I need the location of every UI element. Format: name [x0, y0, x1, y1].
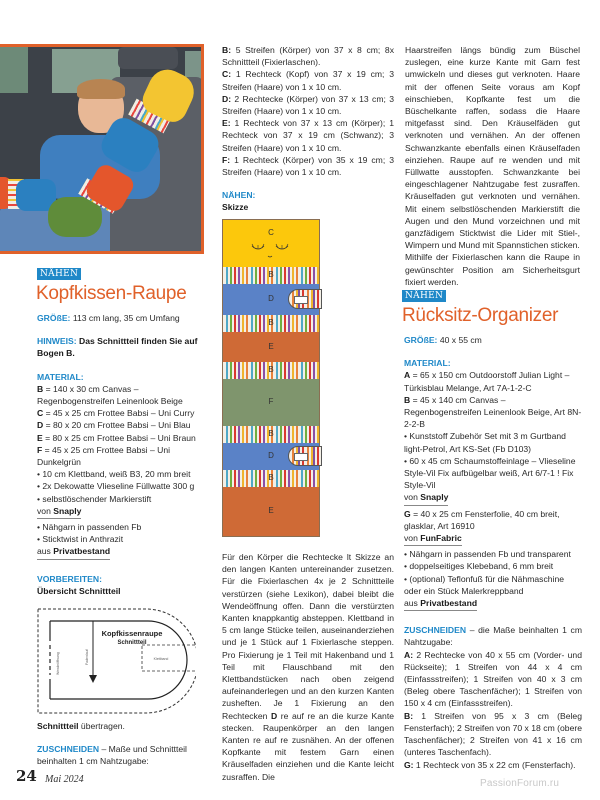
sketch-band-b: B — [223, 470, 319, 487]
material-bullet: • (optional) Teflonfuß für die Nähmaschine oder ein Stück Malerkreppband — [404, 573, 565, 596]
diagram-title: Kopfkissenraupe — [101, 629, 163, 638]
right-instructions — [405, 44, 580, 288]
diagram-velcro-label: Klettband — [153, 657, 169, 661]
sketch-band-b: B — [223, 315, 319, 332]
velcro-patch — [294, 296, 308, 304]
cut-intro: ZUSCHNEIDEN – Maße und Schnittteil beinhalten 1 cm Nahtzugabe: — [37, 744, 187, 767]
sketch-band-e: E — [223, 332, 319, 362]
diagram-subtitle: Schnittteil — [117, 640, 147, 646]
material-heading: MATERIAL: — [404, 358, 451, 369]
instruction-text-end: Mithilfe der Fixierlaschen kann die Raupe in gewünschter Position am Sicherheitsgurt fixiert werden. — [405, 252, 580, 287]
hint-line: HINWEIS: Das Schnittteil finden Sie auf Bogen B. — [37, 336, 198, 359]
sketch-band-b: B — [223, 267, 319, 284]
cut-item: C: 1 Rechteck (Kopf) von 37 x 19 cm; 3 Streifen (Haare) von 1 x 10 cm. — [222, 69, 394, 92]
sketch-band-b: B — [223, 426, 319, 443]
prepare-subtitle: Übersicht Schnittteil — [37, 585, 121, 596]
prepare-heading: VORBEREITEN: — [37, 573, 102, 584]
headrest — [118, 47, 178, 69]
middle-cut-list — [222, 44, 394, 214]
velcro-patch — [294, 453, 308, 461]
cut-item: G: 1 Rechteck von 35 x 22 cm (Fensterfach). — [404, 759, 576, 770]
material-item: B = 45 x 140 cm Canvas – Regenbogenstreifen Leinenlook Beige, Art 8N-2-2-B — [404, 394, 582, 430]
size-line: GRÖßE: 40 x 55 cm — [404, 335, 482, 345]
cut-item: F: 1 Rechteck (Körper) von 35 x 19 cm; 3 Streifen (Haare) von 1 x 10 cm. — [222, 154, 394, 178]
material-bullet: • Kunststoff Zubehör Set mit 3 m Gurtband light-Petrol, Art KS-Set (Fb D103) — [404, 431, 566, 454]
cut-item: E: 1 Rechteck von 37 x 13 cm (Körper); 1 Rechteck von 37 x 19 cm (Schwanz); 3 Streifen (Haare) von 1 x 10 cm. — [222, 118, 394, 153]
fixing-tab — [288, 289, 322, 309]
pattern-transfer-note: Schnittteil übertragen. — [37, 721, 125, 731]
sketch-subtitle: Skizze — [222, 202, 249, 213]
material-heading: MATERIAL: — [37, 371, 84, 382]
page-number: 24 — [16, 767, 37, 785]
supplier-privatbestand: aus Privatbestand — [37, 545, 110, 559]
supplier-privatbestand: aus Privatbestand — [404, 597, 477, 611]
material-item: F = 45 x 25 cm Frottee Babsi – Uni Dunkelgrün — [37, 444, 171, 468]
diagram-opening-label: Wendeöffnung — [56, 652, 60, 675]
sleeping-face-icon — [246, 240, 296, 260]
cut-item: A: 2 Rechtecke von 40 x 55 cm (Vorder- und Rückseite); 1 Streifen von 44 x 4 cm (Einfassstreifen); 1 Streifen von 40 x 3 cm (Beleg obere Taschenfächer); 1 Streifen von 150 x 4 cm (Einfassstreifen). — [404, 649, 582, 709]
sewing-heading: NÄHEN: — [222, 190, 256, 201]
pattern-outline-icon — [36, 605, 196, 717]
instruction-text: Haarstreifen längs bündig zum Büschel zuslegen, eine kurze Kante mit Garn fest umwickeln und dieses gut verknoten. Haare mit der offenen Seite voraus am Kopf einschieben, Kopfkante fest um die Büschelkante raffen, sodass die Haare mitgefasst sind. Den Kräuselfäden gut verknoten und vernähen. An der offenen Schwanzkante ebenfalls einen Kräuselfaden einziehen. Raupe auf re wenden und mit Füllwatte ausstopfen. Schwanzkante bei eingeschlagener Nahtzugabe fest zusraffen. Kräuselfaden gut verknoten und vernähen. Mit einem selbstlöschenden Markierstift die Augen und den Mund vorzeichnen und mit ganzfädigem Sticktwist die Lider mit Stiel-, Wimpern und Mund mit Spannstichen sticken. — [405, 45, 580, 251]
section-badge: NÄHEN — [37, 268, 81, 280]
material-bullet: • 60 x 45 cm Schaumstoffeinlage – Vlieseline Style-Vil Fix aufbügelbar weiß, Art 6/7-1 ! Fix Style-Vil — [404, 455, 576, 491]
section-badge: NÄHEN — [402, 290, 446, 302]
caterpillar-sketch — [222, 219, 320, 537]
material-item: G = 40 x 25 cm Fensterfolie, 40 cm breit, glasklar, Art 16910 — [404, 508, 560, 531]
material-bullet: • 2x Dekowatte Vlieseline Füllwatte 300 g — [37, 481, 195, 492]
pattern-diagram — [36, 605, 196, 717]
cut-item: D: 2 Rechtecke (Körper) von 37 x 13 cm; 3 Streifen (Haare) von 1 x 10 cm. — [222, 93, 394, 117]
material-item: A = 65 x 150 cm Outdoorstoff Julian Light – Türkisblau Melange, Art 7A-1-2-C — [404, 370, 570, 393]
material-item: C = 45 x 25 cm Frottee Babsi – Uni Curry — [37, 408, 195, 419]
material-bullet: • selbstlöschender Markierstift — [37, 493, 152, 504]
material-bullet: • 10 cm Klettband, weiß B3, 20 mm breit — [37, 469, 191, 480]
sketch-band-e: E — [223, 487, 319, 536]
sketch-band-d: D — [223, 443, 319, 470]
sketch-band-d: D — [223, 284, 319, 315]
fixing-tab — [288, 446, 322, 466]
size-line: GRÖßE: 113 cm lang, 35 cm Umfang — [37, 313, 180, 323]
material-item: E = 80 x 25 cm Frottee Babsi – Uni Braun — [37, 432, 196, 443]
project-title: Kopfkissen-Raupe — [36, 283, 187, 304]
watermark: PassionForum.ru — [480, 778, 560, 789]
supplier-snaply: von Snaply — [404, 491, 448, 505]
sketch-band-f: F — [223, 379, 319, 426]
right-info-block — [404, 334, 582, 771]
material-item: D = 80 x 20 cm Frottee Babsi – Uni Blau — [37, 420, 191, 431]
boy-hair — [77, 79, 125, 99]
cut-intro: ZUSCHNEIDEN – die Maße beinhalten 1 cm Nahtzugabe: — [404, 625, 582, 648]
material-item: B = 140 x 30 cm Canvas – Regenbogenstreifen Leinenlook Beige — [37, 383, 183, 407]
car-window — [0, 47, 28, 93]
sketch-band-b: B — [223, 362, 319, 379]
left-bottom-block — [37, 720, 209, 768]
hero-photo — [0, 44, 204, 254]
cut-item: B: 1 Streifen von 95 x 3 cm (Beleg Fensterfach); 2 Streifen von 70 x 18 cm (obere Taschenfächer); 2 Streifen von 41 x 16 cm (unteres Taschenfach). — [404, 710, 582, 758]
issue-date: Mai 2024 — [45, 774, 84, 785]
middle-instructions — [222, 551, 394, 783]
sketch-band-c: C — [223, 220, 319, 267]
material-bullet: • Sticktwist in Anthrazit — [37, 534, 124, 545]
material-bullet: • Nähgarn in passenden Fb und transparent — [404, 549, 571, 560]
instruction-text: Für den Körper die Rechtecke lt Skizze an den langen Kanten untereinander zusetzen. Für die Fixierlaschen 4x je 2 Schnittteile verstürzen (siehe Lexikon), dabei bleibt die Wendeöffnung offen. Dann die verstürzten Kanten knappkantig absteppen. Klettband in 5 cm lange Stücke teilen, auseinanderziehen und je 1 Stück auf 1 Fixierlasche steppen. Pro Fixierung je 1 Teil mit Hakenband und 1 Teil mit Flauschband mit den Klettbandstücken nach oben zeigend aufeinanderlegen und an den kurzen Kanten zusheften. Je 1 Fixierung an den Rechtecken D re auf re an die kurze Kante stecken. Raupenkörper an den langen Kanten re auf re zusnähen. An der offenen Kopfkante mit festem Garn einen Kräuselfaden einziehen und die Kante leicht zusraffen. Die — [222, 552, 394, 782]
project-title: Rücksitz-Organizer — [402, 305, 559, 326]
diagram-grain-label: Fadenlauf — [85, 649, 89, 665]
supplier-snaply: von Snaply — [37, 505, 81, 519]
supplier-funfabric: von FunFabric — [404, 532, 462, 546]
cut-item: B: 5 Streifen (Körper) von 37 x 8 cm; 8x Schnittteil (Fixierlaschen). — [222, 45, 394, 68]
material-bullet: • doppelseitiges Klebeband, 6 mm breit — [404, 561, 554, 572]
material-bullet: • Nähgarn in passenden Fb — [37, 522, 142, 533]
left-info-block — [37, 312, 209, 597]
